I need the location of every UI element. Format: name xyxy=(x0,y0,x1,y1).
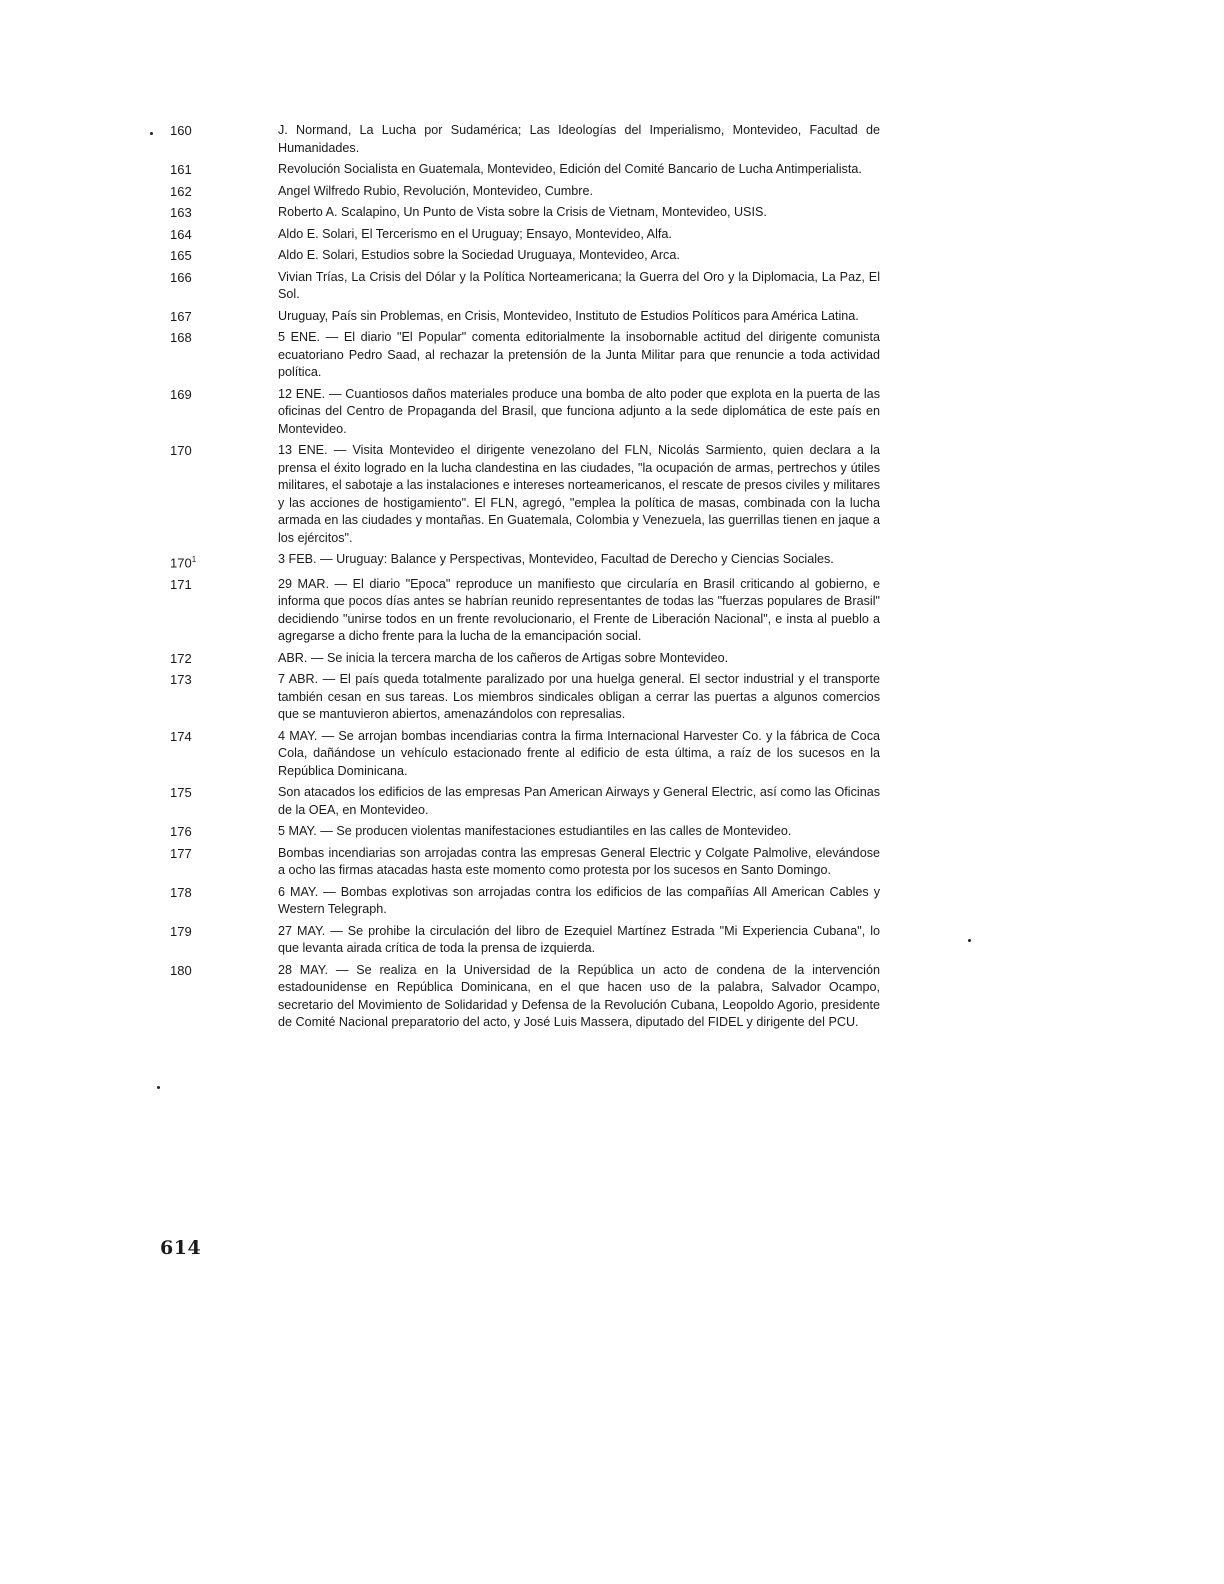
scan-speck xyxy=(968,939,971,942)
entry-text: Vivian Trías, La Crisis del Dólar y la Política Norteamericana; la Guerra del Oro y la Diplomacia, La Paz, El Sol. xyxy=(278,269,880,301)
page-number: 614 xyxy=(160,1237,202,1259)
entry-text: 6 MAY. — Bombas explotivas son arrojadas contra los edificios de las compañías All American Cables y Western Telegraph. xyxy=(278,884,880,917)
entry-number-text: 180 xyxy=(170,962,192,978)
entry-row xyxy=(160,823,880,841)
entry-number-text: 167 xyxy=(170,308,192,324)
entry-number-text: 174 xyxy=(170,728,192,744)
entry-number-text: 172 xyxy=(170,650,192,666)
entry-row xyxy=(160,161,880,179)
entry-number-text: 170 xyxy=(170,555,192,571)
entry-row xyxy=(160,784,880,819)
entry-text: 27 MAY. — Se prohibe la circulación del libro de Ezequiel Martínez Estrada "Mi Experiencia Cubana", lo que levanta airada crítica de toda la prensa de izquierda. xyxy=(278,923,880,956)
entry-row xyxy=(160,962,880,1032)
entry-number xyxy=(160,122,278,140)
entry-number-text: 176 xyxy=(170,824,192,840)
entry-text: 4 MAY. — Se arrojan bombas incendiarias contra la firma Internacional Harvester Co. y la fábrica de Coca Cola, dañándose un vehículo estacionado frente al edificio de esta última, a raíz de los sucesos en la República Dominicana. xyxy=(278,728,880,778)
entry-text: Roberto A. Scalapino, Un Punto de Vista sobre la Crisis de Vietnam, Montevideo, USIS. xyxy=(278,205,767,219)
entry-row xyxy=(160,329,880,382)
entry-number-text: 169 xyxy=(170,386,192,402)
entry-row xyxy=(160,269,880,304)
entry-text: J. Normand, La Lucha por Sudamérica; Las Ideologías del Imperialismo, Montevideo, Facultad de Humanidades. xyxy=(278,123,880,155)
entry-number xyxy=(160,247,278,265)
entry-number xyxy=(160,962,278,980)
entry-number-text: 168 xyxy=(170,330,192,345)
entry-text: 3 FEB. — Uruguay: Balance y Perspectivas, Montevideo, Facultad de Derecho y Ciencias Sociales. xyxy=(278,552,834,566)
entry-number xyxy=(160,923,278,941)
entry-number-text: 160 xyxy=(170,123,192,138)
entry-row xyxy=(160,122,880,157)
entry-text: 29 MAR. — El diario "Epoca" reproduce un manifiesto que circularía en Brasil criticando al gobierno, e informa que pocos días antes se habrían reunido representantes de todas las "fuerzas populares de Brasil" decidiendo "unirse todos en un frente revolucionario, el Frente de Liberación Nacional", e insta al pueblo a agregarse a dicho frente para la lucha de la emancipación social. xyxy=(278,576,880,644)
entry-number xyxy=(160,823,278,841)
entry-text: 5 MAY. — Se producen violentas manifestaciones estudiantiles en las calles de Montevideo. xyxy=(278,824,792,839)
entry-number xyxy=(160,204,278,222)
entry-row xyxy=(160,671,880,724)
entry-row xyxy=(160,728,880,781)
entry-number-text: 171 xyxy=(170,576,192,592)
entry-number xyxy=(160,845,278,863)
entry-row xyxy=(160,923,880,958)
entry-text: 12 ENE. — Cuantiosos daños materiales produce una bomba de alto poder que explota en la puerta de las oficinas del Centro de Propaganda del Brasil, que funciona adjunto a la sede diplomática de este país en Montevideo. xyxy=(278,386,880,436)
entry-number-text: 163 xyxy=(170,205,192,220)
entry-number xyxy=(160,329,278,347)
entry-number xyxy=(160,269,278,287)
entry-number-text: 164 xyxy=(170,226,192,242)
entry-text: 28 MAY. — Se realiza en la Universidad de la República un acto de condena de la intervención estadounidense en República Dominicana, en el que hacen uso de la palabra, Salvador Ocampo, secretario del Movimiento de Solidaridad y Defensa de la Revolución Cubana, Leopoldo Agorio, presidente de Comité Nacional preparatorio del acto, y José Luis Massera, diputado del FIDEL y dirigente del PCU. xyxy=(278,962,880,1030)
entry-number xyxy=(160,308,278,326)
entry-row xyxy=(160,183,880,201)
entry-row xyxy=(160,386,880,439)
entry-number xyxy=(160,650,278,668)
entry-number-text: 173 xyxy=(170,672,192,688)
entry-number-text: 170 xyxy=(170,443,192,458)
entry-number xyxy=(160,226,278,244)
entry-text: 5 ENE. — El diario "El Popular" comenta editorialmente la insobornable actitud del dirigente comunista ecuatoriano Pedro Saad, al rechazar la pretensión de la Junta Militar para que renuncie a toda actividad política. xyxy=(278,330,880,379)
entry-row xyxy=(160,650,880,668)
entry-row xyxy=(160,845,880,880)
entry-text: Aldo E. Solari, El Tercerismo en el Uruguay; Ensayo, Montevideo, Alfa. xyxy=(278,226,672,241)
chronology-list xyxy=(160,122,880,1036)
entry-text: Revolución Socialista en Guatemala, Montevideo, Edición del Comité Bancario de Lucha Antimperialista. xyxy=(278,162,862,176)
entry-text: ABR. — Se inicia la tercera marcha de los cañeros de Artigas sobre Montevideo. xyxy=(278,650,729,665)
entry-number xyxy=(160,161,278,179)
entry-number-text: 177 xyxy=(170,845,192,861)
entry-row xyxy=(160,576,880,646)
entry-row xyxy=(160,442,880,547)
entry-number-text: 162 xyxy=(170,183,192,199)
entry-number-text: 166 xyxy=(170,269,192,285)
entry-row xyxy=(160,551,880,572)
entry-text: 13 ENE. — Visita Montevideo el dirigente venezolano del FLN, Nicolás Sarmiento, quien declara a la prensa el éxito logrado en la lucha clandestina en las ciudades, "la ocupación de armas, pertrechos y útiles militares, el sabotaje a las instalaciones e intereses norteamericanos, el rescate de presos civiles y militares y las acciones de hostigamiento". El FLN, agregó, "emplea la política de masas, combinada con la lucha armada en las ciudades y montañas. En Guatemala, Colombia y Venezuela, las guerrillas tienen en jaque a los ejércitos". xyxy=(278,443,880,545)
entry-row xyxy=(160,247,880,265)
entry-row xyxy=(160,204,880,222)
entry-number xyxy=(160,442,278,460)
entry-number xyxy=(160,784,278,802)
entry-number xyxy=(160,884,278,902)
entry-number xyxy=(160,183,278,201)
scan-speck xyxy=(150,132,153,135)
entry-number-text: 175 xyxy=(170,785,192,801)
entry-number-text: 178 xyxy=(170,884,192,900)
entry-text: Angel Wilfredo Rubio, Revolución, Montevideo, Cumbre. xyxy=(278,183,593,198)
entry-row xyxy=(160,226,880,244)
entry-number-text: 161 xyxy=(170,162,192,177)
entry-number xyxy=(160,551,278,572)
entry-number xyxy=(160,728,278,746)
entry-text: Aldo E. Solari, Estudios sobre la Sociedad Uruguaya, Montevideo, Arca. xyxy=(278,248,680,262)
entry-row xyxy=(160,308,880,326)
scan-speck xyxy=(157,1086,160,1089)
entry-row xyxy=(160,884,880,919)
entry-number-text: 165 xyxy=(170,248,192,263)
entry-number xyxy=(160,671,278,689)
entry-number xyxy=(160,386,278,404)
entry-text: Son atacados los edificios de las empresas Pan American Airways y General Electric, así como las Oficinas de la OEA, en Montevideo. xyxy=(278,785,880,817)
entry-text: Uruguay, País sin Problemas, en Crisis, Montevideo, Instituto de Estudios Políticos para América Latina. xyxy=(278,308,859,323)
entry-text: 7 ABR. — El país queda totalmente paralizado por una huelga general. El sector industrial y el transporte también cesan en sus tareas. Los miembros sindicales obligan a cerrar las puertas a algunos comercios que se mantuvieron abiertos, amenazándolos con represalias. xyxy=(278,672,880,722)
entry-number xyxy=(160,576,278,594)
entry-number-text: 179 xyxy=(170,923,192,939)
entry-number-superscript: 1 xyxy=(191,555,197,564)
entry-text: Bombas incendiarias son arrojadas contra las empresas General Electric y Colgate Palmolive, elevándose a ocho las firmas atacadas hasta este momento como protesta por los sucesos en Santo Domingo. xyxy=(278,845,880,878)
